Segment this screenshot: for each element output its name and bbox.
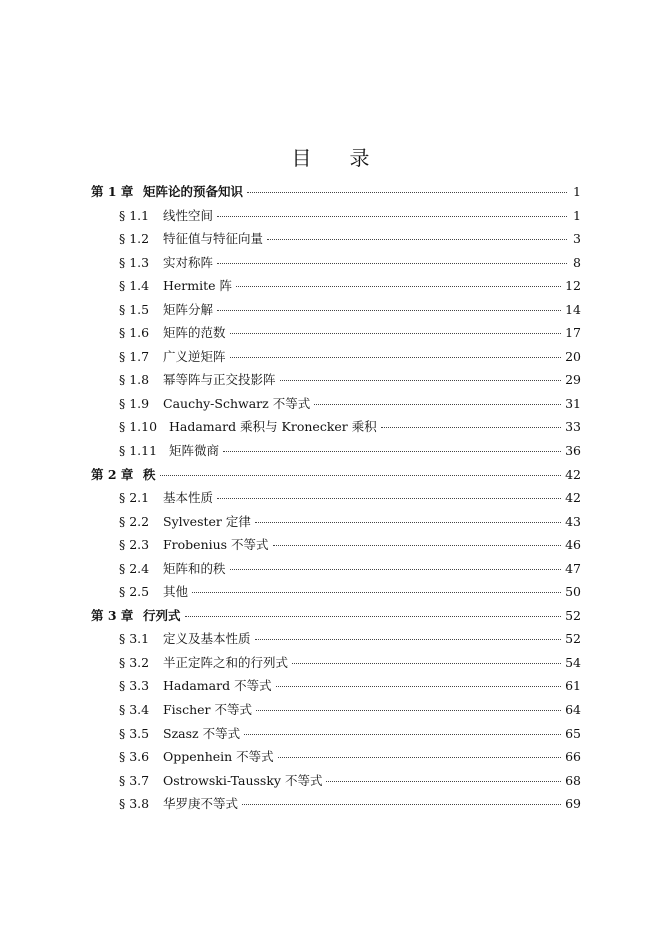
toc-section-1-4[interactable] [91, 276, 581, 300]
dot-leader [278, 757, 561, 758]
dot-leader [247, 192, 567, 193]
entry-number: § 1.6 [119, 325, 150, 341]
entry-title: 基本性质 [163, 490, 214, 506]
toc-chapter-3[interactable] [91, 606, 581, 630]
entry-page: 33 [565, 419, 581, 435]
entry-number: § 3.4 [119, 702, 150, 718]
entry-page: 47 [565, 560, 581, 576]
toc-section-1-6[interactable] [91, 323, 581, 347]
toc-section-1-10[interactable] [91, 417, 581, 441]
entry-number: § 1.7 [119, 348, 150, 364]
toc-section-1-11[interactable] [91, 441, 581, 465]
entry-title: Hadamard 乘积与 Kronecker 乘积 [169, 419, 377, 435]
toc-section-1-2[interactable] [91, 229, 581, 253]
toc-section-3-3[interactable] [91, 676, 581, 700]
title-char-right: 录 [349, 146, 370, 170]
entry-page: 3 [573, 231, 581, 247]
entry-title: 矩阵分解 [163, 301, 214, 317]
entry-number: § 1.10 [119, 419, 158, 435]
entry-number: 第 3 章 [91, 607, 134, 623]
entry-page: 64 [565, 702, 581, 718]
entry-title: 幂等阵与正交投影阵 [163, 372, 276, 388]
entry-title: Ostrowski-Taussky 不等式 [163, 772, 323, 788]
entry-title: 线性空间 [163, 207, 214, 223]
dot-leader [326, 781, 561, 782]
entry-title: Oppenhein 不等式 [163, 749, 274, 765]
entry-title: Frobenius 不等式 [163, 537, 269, 553]
entry-page: 68 [565, 772, 581, 788]
entry-page: 42 [565, 466, 581, 482]
entry-page: 52 [565, 607, 581, 623]
toc-section-2-1[interactable] [91, 488, 581, 512]
dot-leader [267, 239, 567, 240]
toc-section-3-8[interactable] [91, 794, 581, 818]
dot-leader [236, 286, 561, 287]
entry-title: Hermite 阵 [163, 278, 233, 294]
dot-leader [217, 310, 561, 311]
entry-title: 矩阵和的秩 [163, 560, 226, 576]
entry-title: Hadamard 不等式 [163, 678, 272, 694]
entry-number: § 1.2 [119, 231, 150, 247]
entry-page: 1 [573, 207, 581, 223]
toc-section-1-3[interactable] [91, 253, 581, 277]
dot-leader [185, 616, 562, 617]
entry-page: 69 [565, 796, 581, 812]
entry-number: § 3.1 [119, 631, 150, 647]
dot-leader [381, 427, 561, 428]
toc-section-3-4[interactable] [91, 700, 581, 724]
entry-page: 20 [565, 348, 581, 364]
dot-leader [292, 663, 561, 664]
entry-page: 43 [565, 513, 581, 529]
dot-leader [255, 522, 561, 523]
entry-page: 1 [573, 184, 581, 199]
entry-number: § 3.6 [119, 749, 150, 765]
entry-page: 31 [565, 395, 581, 411]
entry-number: § 2.1 [119, 490, 150, 506]
dot-leader [217, 498, 561, 499]
entry-page: 17 [565, 325, 581, 341]
entry-number: 第 1 章 [91, 184, 134, 199]
entry-title: 矩阵的范数 [163, 325, 226, 341]
dot-leader [230, 569, 562, 570]
entry-title: 其他 [163, 584, 189, 600]
toc-section-3-5[interactable] [91, 724, 581, 748]
entry-number: § 3.2 [119, 654, 150, 670]
entry-number: § 1.5 [119, 301, 150, 317]
toc-chapter-2[interactable] [91, 465, 581, 489]
entry-number: § 3.7 [119, 772, 150, 788]
entry-number: § 2.2 [119, 513, 150, 529]
toc-section-1-1[interactable] [91, 206, 581, 230]
dot-leader [242, 804, 561, 805]
entry-title: 定义及基本性质 [163, 631, 251, 647]
entry-page: 61 [565, 678, 581, 694]
entry-page: 65 [565, 725, 581, 741]
toc-section-1-9[interactable] [91, 394, 581, 418]
entry-title: Szasz 不等式 [163, 725, 241, 741]
toc-section-2-4[interactable] [91, 559, 581, 583]
entry-title: 矩阵论的预备知识 [143, 184, 244, 199]
toc-section-3-7[interactable] [91, 771, 581, 795]
entry-number: § 3.3 [119, 678, 150, 694]
dot-leader [255, 639, 562, 640]
toc-chapter-1[interactable] [91, 182, 581, 206]
dot-leader [276, 686, 562, 687]
toc-section-2-5[interactable] [91, 582, 581, 606]
title-char-left: 目 [291, 146, 312, 170]
entry-page: 54 [565, 654, 581, 670]
entry-title: 华罗庚不等式 [163, 796, 239, 812]
entry-page: 8 [573, 254, 581, 270]
entry-title: 秩 [143, 466, 156, 482]
entry-number: § 2.5 [119, 584, 150, 600]
dot-leader [223, 451, 561, 452]
entry-title: 特征值与特征向量 [163, 231, 264, 247]
dot-leader [230, 357, 562, 358]
dot-leader [273, 545, 562, 546]
dot-leader [160, 475, 562, 476]
entry-number: § 1.9 [119, 395, 150, 411]
dot-leader [314, 404, 561, 405]
entry-number: § 2.4 [119, 560, 150, 576]
page-title [0, 142, 661, 171]
dot-leader [217, 263, 567, 264]
entry-number: § 1.8 [119, 372, 150, 388]
table-of-contents [91, 182, 581, 818]
entry-title: Fischer 不等式 [163, 702, 252, 718]
dot-leader [192, 592, 561, 593]
entry-title: 实对称阵 [163, 254, 214, 270]
entry-number: § 1.4 [119, 278, 150, 294]
entry-title: Cauchy-Schwarz 不等式 [163, 395, 311, 411]
dot-leader [244, 734, 561, 735]
entry-page: 12 [565, 278, 581, 294]
entry-number: 第 2 章 [91, 466, 134, 482]
toc-section-1-7[interactable] [91, 347, 581, 371]
toc-section-2-3[interactable] [91, 535, 581, 559]
toc-section-1-8[interactable] [91, 370, 581, 394]
toc-section-2-2[interactable] [91, 512, 581, 536]
entry-title: 广义逆矩阵 [163, 348, 226, 364]
entry-page: 42 [565, 490, 581, 506]
entry-number: § 1.1 [119, 207, 150, 223]
entry-number: § 3.5 [119, 725, 150, 741]
entry-title: 矩阵微商 [169, 443, 220, 459]
entry-number: § 1.3 [119, 254, 150, 270]
toc-section-3-1[interactable] [91, 629, 581, 653]
entry-page: 50 [565, 584, 581, 600]
dot-leader [256, 710, 561, 711]
entry-page: 14 [565, 301, 581, 317]
entry-page: 46 [565, 537, 581, 553]
toc-section-3-2[interactable] [91, 653, 581, 677]
entry-title: Sylvester 定律 [163, 513, 251, 529]
toc-section-1-5[interactable] [91, 300, 581, 324]
entry-page: 52 [565, 631, 581, 647]
entry-page: 66 [565, 749, 581, 765]
entry-number: § 2.3 [119, 537, 150, 553]
entry-title: 半正定阵之和的行列式 [163, 654, 289, 670]
entry-number: § 1.11 [119, 443, 158, 459]
entry-page: 29 [565, 372, 581, 388]
toc-section-3-6[interactable] [91, 747, 581, 771]
dot-leader [280, 380, 562, 381]
entry-number: § 3.8 [119, 796, 150, 812]
entry-page: 36 [565, 443, 581, 459]
entry-title: 行列式 [143, 607, 181, 623]
dot-leader [230, 333, 562, 334]
dot-leader [217, 216, 567, 217]
